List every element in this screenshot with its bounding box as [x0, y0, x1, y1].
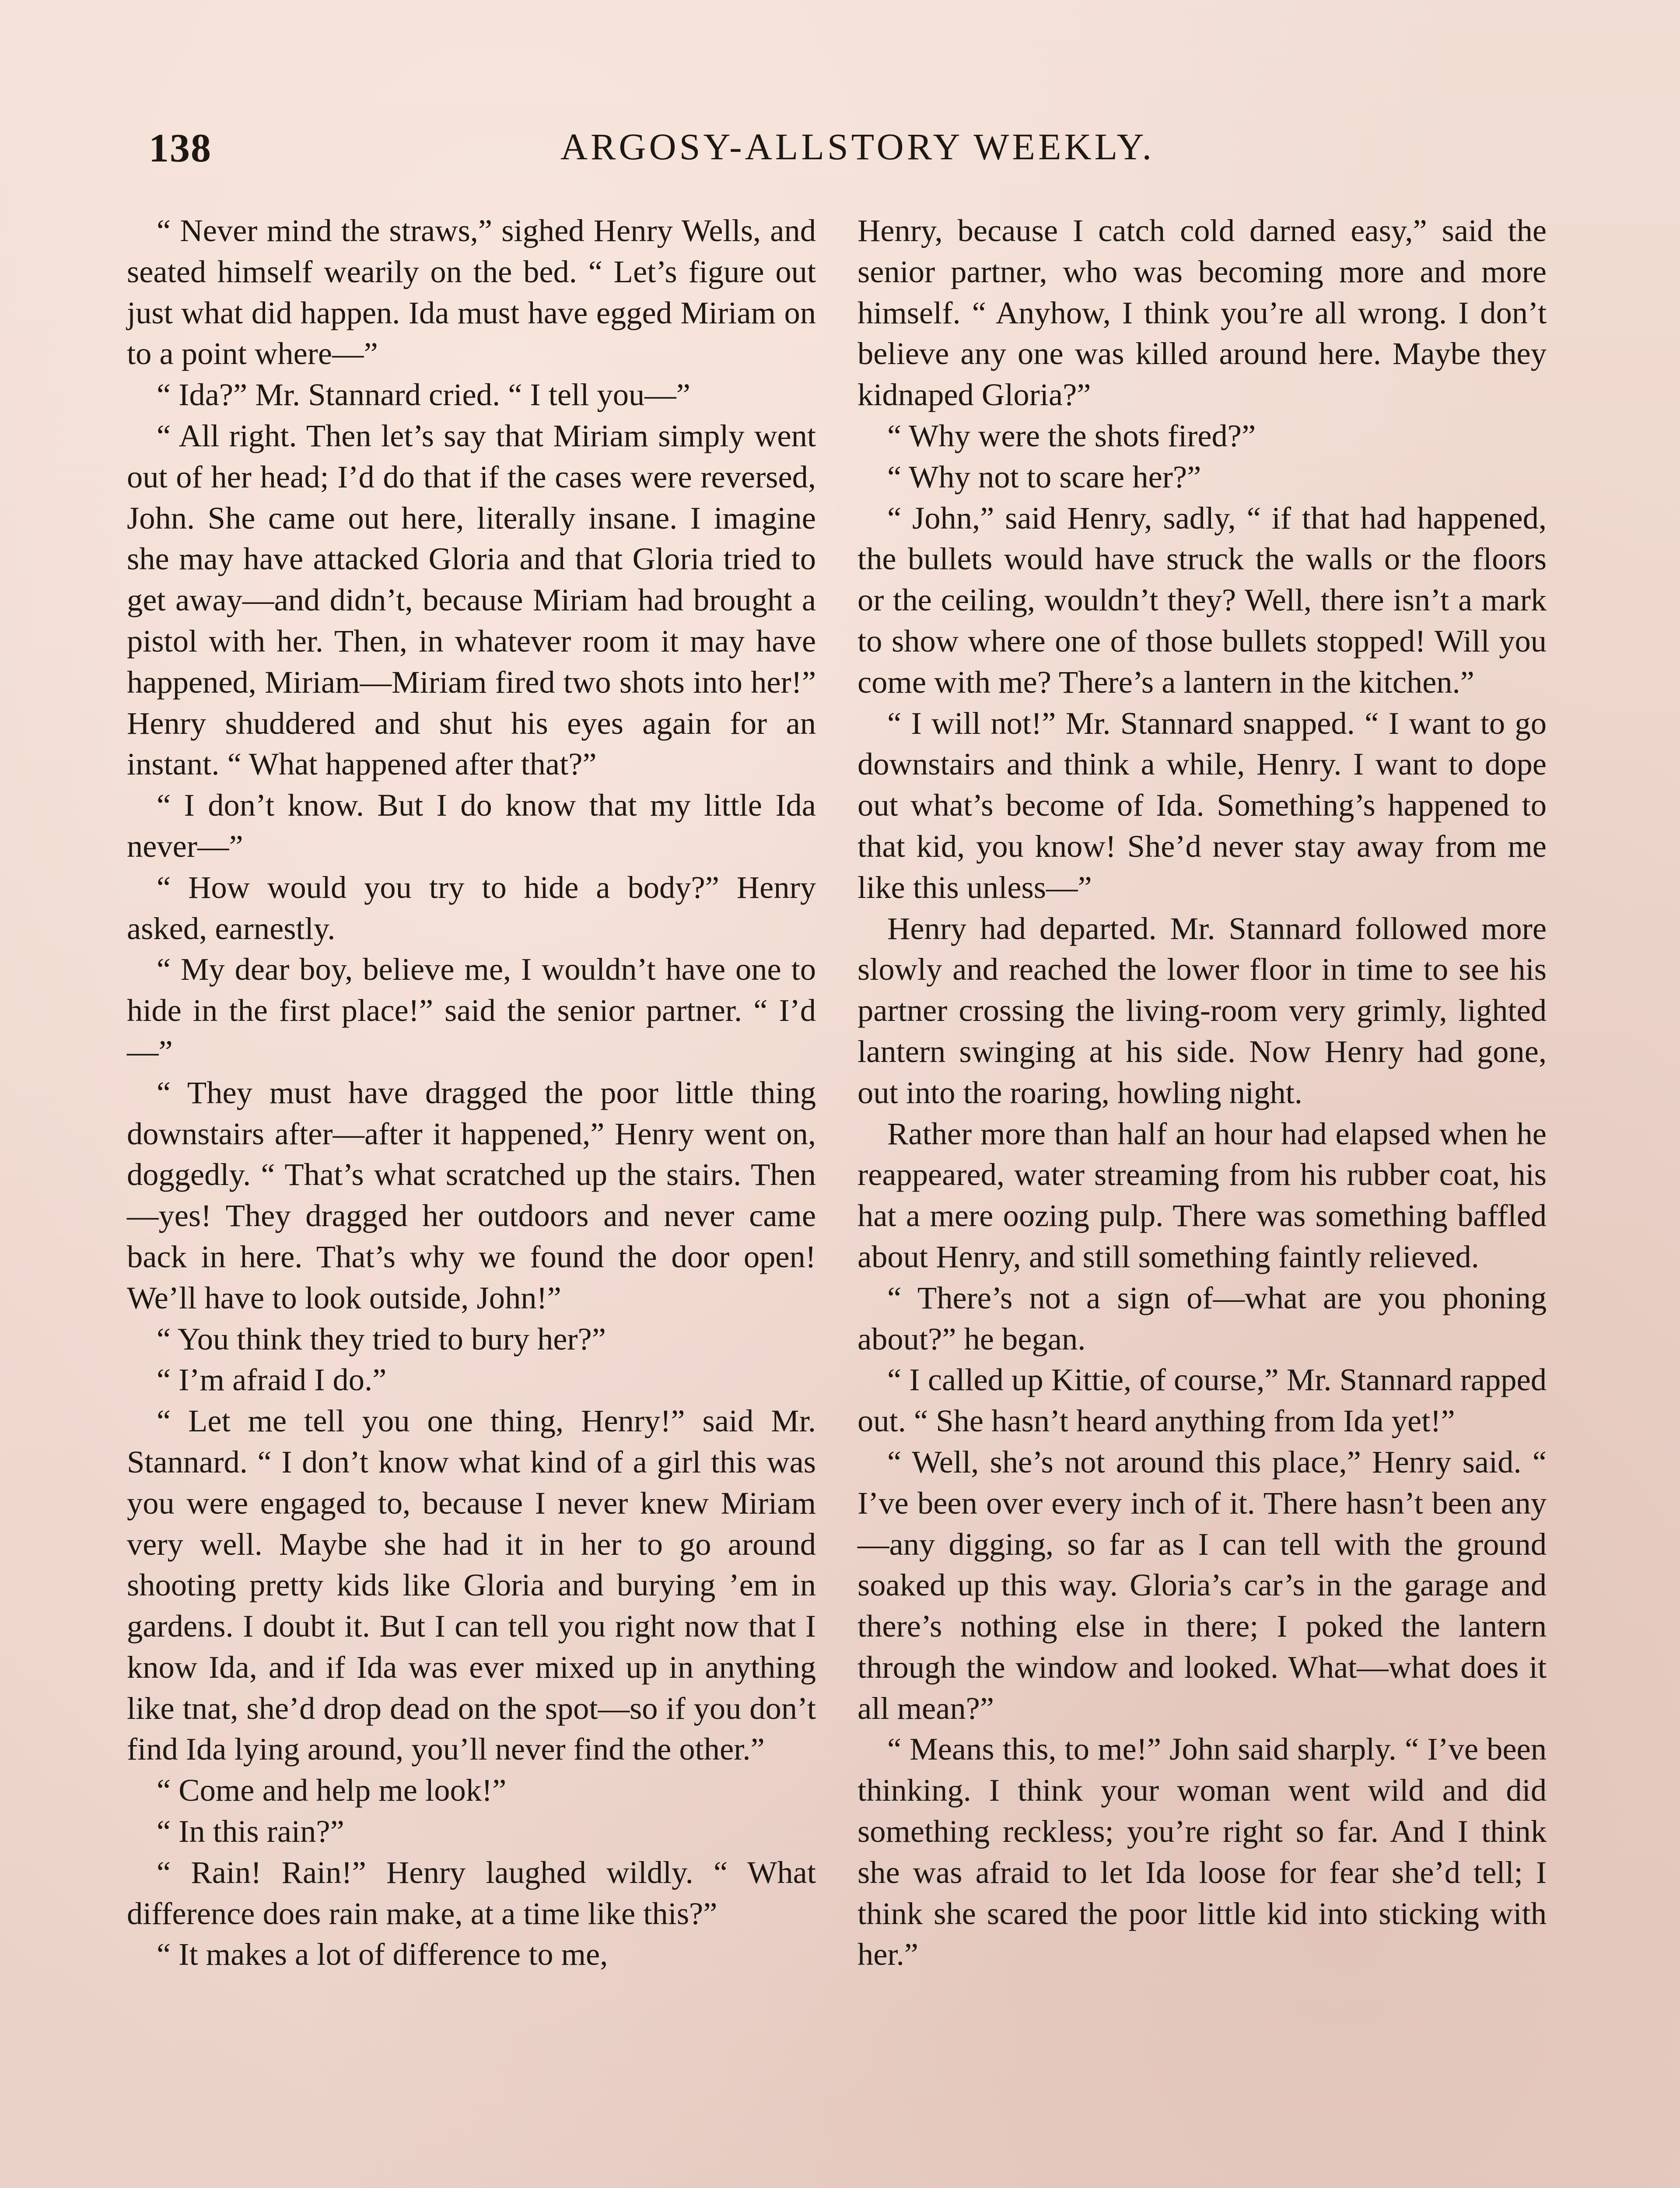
paragraph: “ Ida?” Mr. Stannard cried. “ I tell you—” — [157, 377, 690, 413]
paragraph: “ They must have dragged the poor little thing downstairs after—after it happened,” Henry went on, doggedly. “ That’s what scratched up the stairs. Then—yes! They dragged her outdoors and never came back in here. That’s why we found the door open! We’ll have to look outside, John!” — [127, 1074, 816, 1315]
left-column — [127, 210, 816, 1975]
right-column — [858, 210, 1547, 1975]
paragraph: “ It makes a lot of difference to me, — [157, 1936, 608, 1972]
paragraph: “ Well, she’s not around this place,” Henry said. “ I’ve been over every inch of it. There hasn’t been any—any digging, so far as I can tell with the ground soaked up this way. Gloria’s car’s in the garage and there’s nothing else in there; I poked the lantern through the window and looked. What—what does it all mean?” — [858, 1444, 1547, 1726]
paragraph: “ I don’t know. But I do know that my little Ida never—” — [127, 787, 816, 864]
paragraph-continued: Henry, because I catch cold darned easy,” said the senior partner, who was becoming more and more himself. “ Anyhow, I think you’re all wrong. I don’t believe any one was killed around here. Maybe they kidnaped Gloria?” — [858, 213, 1547, 413]
paragraph: Henry had departed. Mr. Stannard followed more slowly and reached the lower floor in time to see his partner crossing the living-room very grimly, lighted lantern swinging at his side. Now Henry had gone, out into the roaring, howling night. — [858, 910, 1547, 1110]
paragraph: “ I will not!” Mr. Stannard snapped. “ I want to go downstairs and think a while, Henry. I want to dope out what’s become of Ida. Something’s happened to that kid, you know! She’d never stay away from me like this unless—” — [858, 705, 1547, 905]
paragraph: “ All right. Then let’s say that Miriam simply went out of her head; I’d do that if the cases were reversed, John. She came out here, literally insane. I imagine she may have attacked Gloria and that Gloria tried to get away—and didn’t, because Miriam had brought a pistol with her. Then, in whatever room it may have happened, Miriam—Miriam fired two shots into her!” Henry shuddered and shut his eyes again for an instant. “ What happened after that?” — [127, 417, 816, 782]
paragraph: “ My dear boy, believe me, I wouldn’t have one to hide in the first place!” said the senior partner. “ I’d—” — [127, 951, 816, 1069]
paragraph: “ Why not to scare her?” — [887, 459, 1201, 494]
paragraph: Rather more than half an hour had elapsed when he reappeared, water streaming from his rubber coat, his hat a mere oozing pulp. There was something baffled about Henry, and still something faintly relieved. — [858, 1115, 1547, 1274]
page-header — [140, 125, 1575, 186]
running-title: ARGOSY-ALLSTORY WEEKLY. — [560, 126, 1155, 168]
paragraph: “ There’s not a sign of—what are you phoning about?” he began. — [858, 1280, 1547, 1357]
paragraph: “ You think they tried to bury her?” — [157, 1321, 606, 1357]
paragraph: “ I’m afraid I do.” — [157, 1362, 387, 1398]
paragraph: “ In this rain?” — [157, 1813, 344, 1849]
paragraph: “ Never mind the straws,” sighed Henry Wells, and seated himself wearily on the bed. “ Let’s figure out just what did happen. Ida must have egged Miriam on to a point where—” — [127, 213, 816, 372]
paragraph: “ I called up Kittie, of course,” Mr. Stannard rapped out. “ She hasn’t heard anything from Ida yet!” — [858, 1362, 1547, 1439]
paragraph: “ How would you try to hide a body?” Henry asked, earnestly. — [127, 869, 816, 946]
paragraph: “ Let me tell you one thing, Henry!” said Mr. Stannard. “ I don’t know what kind of a girl this was you were engaged to, because I never knew Miriam very well. Maybe she had it in her to go around shooting pretty kids like Gloria and burying ’em in gardens. I doubt it. But I can tell you right now that I know Ida, and if Ida was ever mixed up in anything like tnat, she’d drop dead on the spot—so if you don’t find Ida lying around, you’ll never find the other.” — [127, 1403, 816, 1767]
paragraph: “ Means this, to me!” John said sharply. “ I’ve been thinking. I think your woman went wild and did something reckless; you’re right so far. And I think she was afraid to let Ida loose for fear she’d tell; I think she scared the poor little kid into sticking with her.” — [858, 1731, 1547, 1972]
paragraph: “ Come and help me look!” — [157, 1772, 507, 1808]
paragraph: “ Rain! Rain!” Henry laughed wildly. “ What difference does rain make, at a time like this?” — [127, 1854, 816, 1931]
page-number: 138 — [149, 126, 212, 170]
paragraph: “ Why were the shots fired?” — [887, 417, 1256, 453]
paragraph: “ John,” said Henry, sadly, “ if that had happened, the bullets would have struck the walls or the floors or the ceiling, wouldn’t they? Well, there isn’t a mark to show where one of those bullets stopped! Will you come with me? There’s a lantern in the kitchen.” — [858, 500, 1547, 700]
